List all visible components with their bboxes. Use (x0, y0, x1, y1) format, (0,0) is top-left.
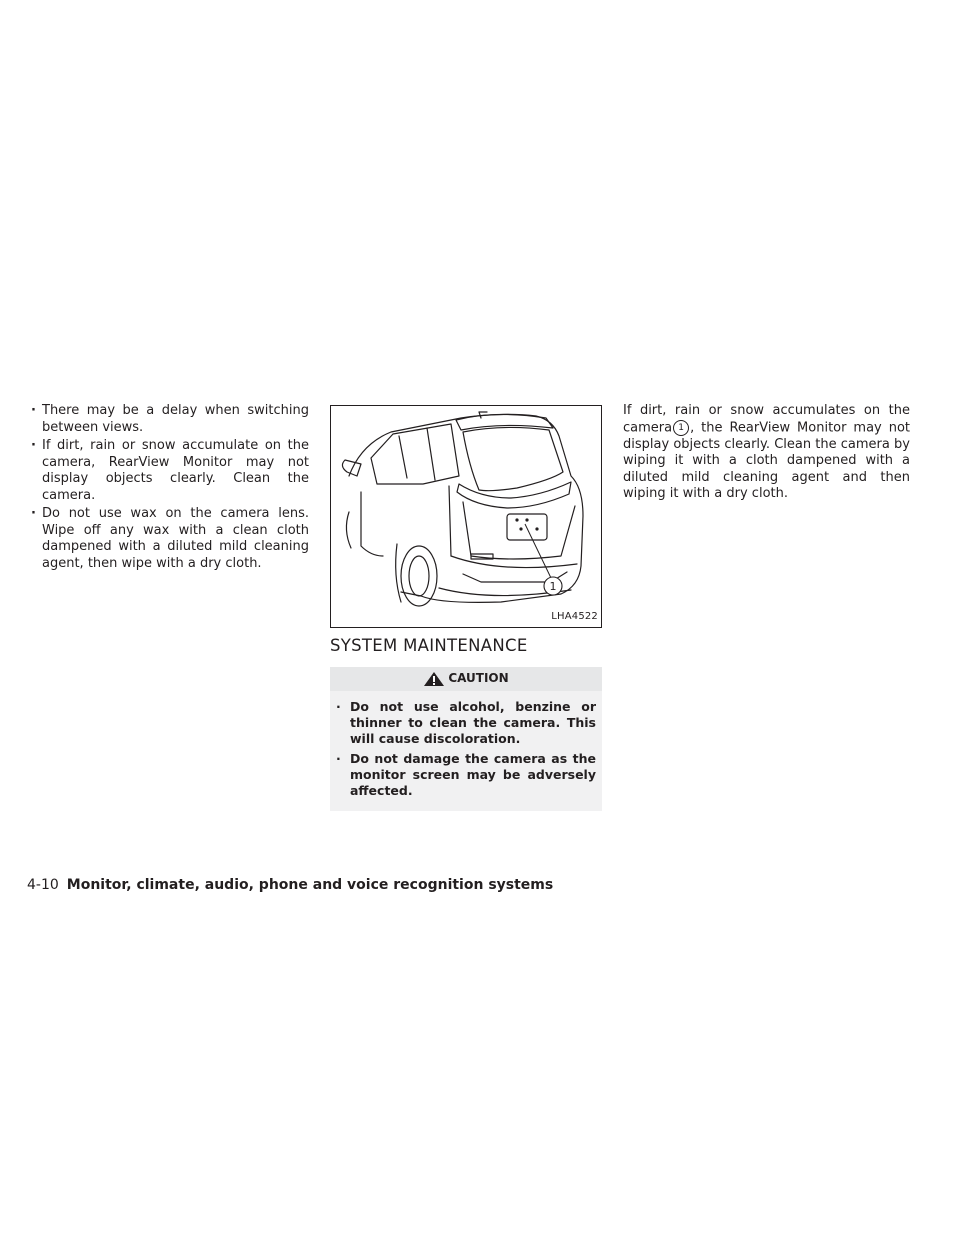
note-item: · If dirt, rain or snow accumulate on the camera, RearView Monitor may not display objects clearly. Clean the camera. (27, 438, 309, 504)
middle-column (330, 405, 602, 811)
car-rear-illustration (331, 406, 601, 627)
footer-section-title: Monitor, climate, audio, phone and voice recognition systems (66, 877, 554, 893)
warning-icon (423, 671, 445, 687)
caution-body (330, 691, 602, 811)
page-number: 4-10 (27, 877, 59, 893)
caution-item: · Do not use alcohol, benzine or thinner to clean the camera. This will cause discoloration. (334, 699, 596, 747)
notes-list (27, 403, 309, 572)
paragraph-text: If dirt, rain or snow accumulates on the camera (623, 403, 910, 435)
figure-callout-number: 1 (549, 580, 557, 593)
section-title: SYSTEM MAINTENANCE (330, 636, 528, 655)
paragraph-text: , the RearView Monitor may not display objects clearly. Clean the camera by wiping it with a cloth dampened with a diluted mild cleaning agent and then wiping it with a dry cloth. (623, 420, 910, 501)
caution-label: CAUTION (448, 671, 509, 686)
right-column (623, 403, 910, 503)
note-item: · Do not use wax on the camera lens. Wipe off any wax with a clean cloth dampened with a diluted mild cleaning agent, then wipe with a dry cloth. (27, 506, 309, 572)
page-footer (27, 877, 553, 893)
caution-box (330, 667, 602, 811)
caution-item: · Do not damage the camera as the monitor screen may be adversely affected. (334, 751, 596, 799)
callout-marker: 1 (673, 420, 689, 436)
caution-header (330, 667, 602, 691)
left-column (27, 403, 309, 574)
figure-id: LHA4522 (551, 610, 598, 622)
note-item: · There may be a delay when switching between views. (27, 403, 309, 436)
caution-list (334, 699, 596, 799)
cleaning-paragraph (623, 403, 910, 503)
rear-camera-figure (330, 405, 602, 628)
